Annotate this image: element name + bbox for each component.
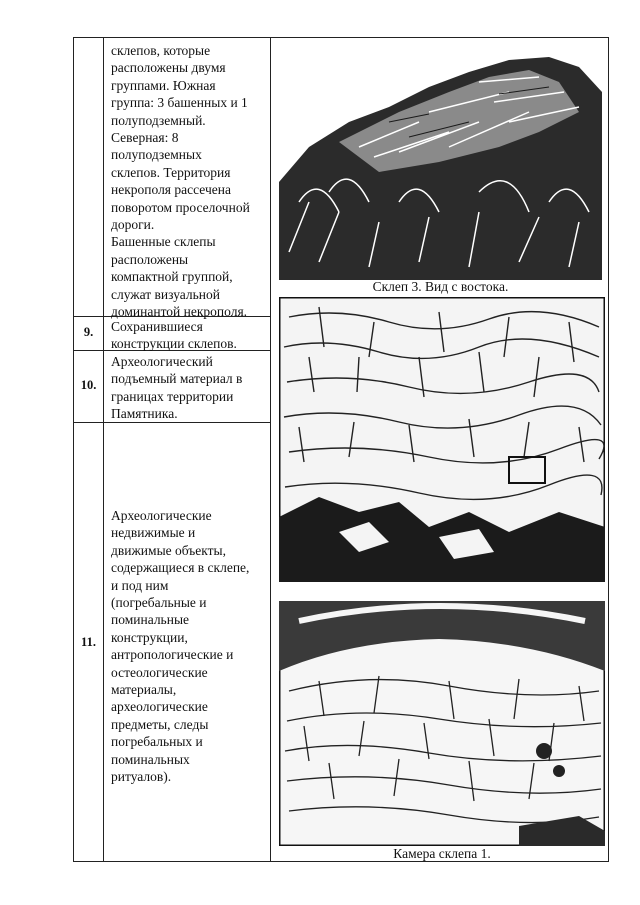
- crypt-masonry-photo: [279, 297, 605, 582]
- crypt-chamber-photo: [279, 601, 605, 846]
- photo-caption-chamber: Камера склепа 1.: [393, 846, 491, 861]
- column-divider-number: [103, 38, 104, 861]
- table-row-continuation-text: склепов, которые расположены двумя группами. Южная группа: 3 башенных и 1 полуподземный. Северная: 8 полуподземных склепов. Территория некрополя рассечена поворотом проселочной дороги. Башенные склепы расположены компактной группой, служат визуальной доминантой некрополя.: [111, 43, 250, 320]
- row-number-11: 11.: [81, 635, 96, 649]
- table-row-10-text: Археологический подъемный материал в границах территории Памятника.: [111, 354, 243, 422]
- row-number-10: 10.: [80, 378, 97, 392]
- table-row-9-text: Сохранившиеся конструкции склепов.: [111, 319, 237, 352]
- row-number-9: 9.: [83, 325, 94, 339]
- column-divider-photo: [270, 38, 271, 861]
- photo-caption-exterior: Склеп 3. Вид с востока.: [372, 279, 509, 294]
- table-row-11-text: Археологические недвижимые и движимые объекты, содержащиеся в склепе, и под ним (погребальные и поминальные конструкции, антропологические и остеологические материалы, археологические предметы, следы погребальных и поминальных ритуалов).: [111, 508, 250, 785]
- monument-table: [73, 37, 609, 862]
- crypt-exterior-photo: [279, 52, 602, 280]
